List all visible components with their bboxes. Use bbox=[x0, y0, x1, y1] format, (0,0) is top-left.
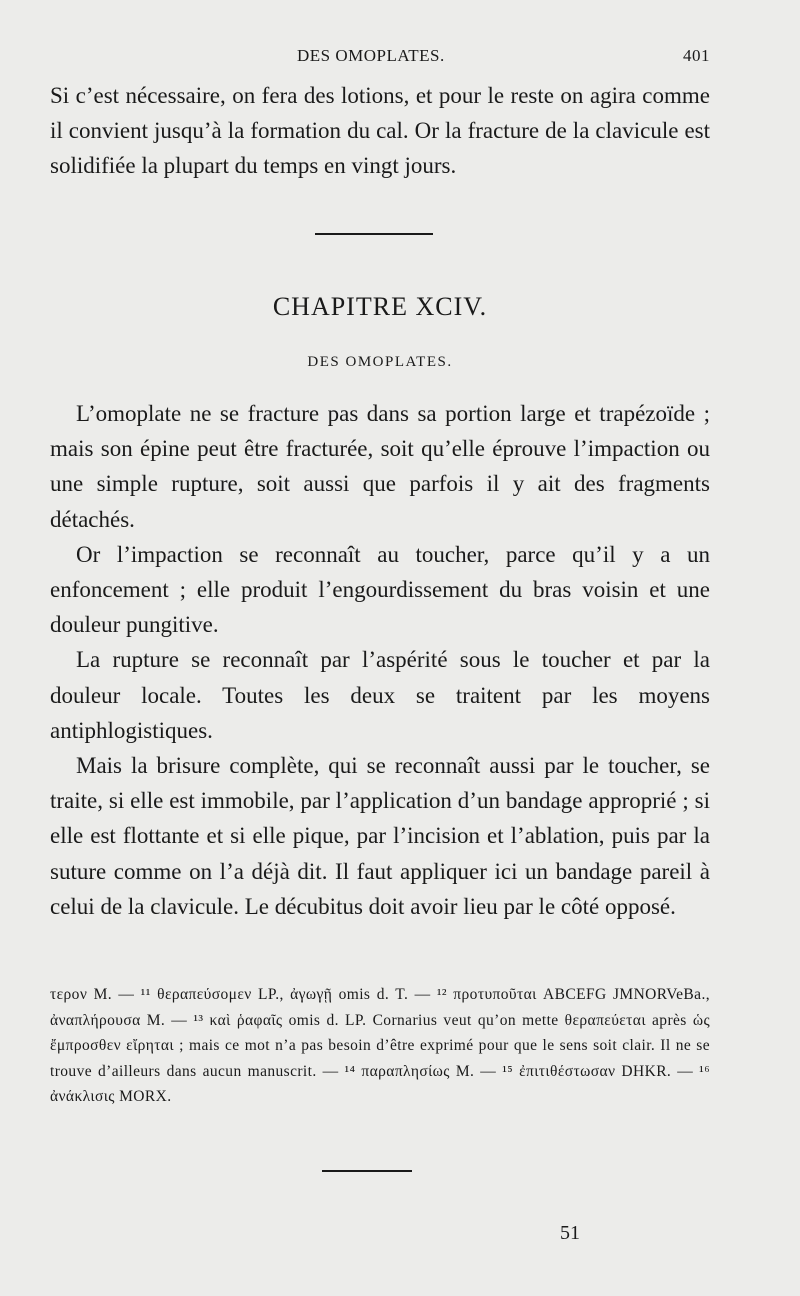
footer-rule bbox=[322, 1170, 412, 1172]
signature-mark: 51 bbox=[560, 1222, 580, 1244]
chapter-subtitle: DES OMOPLATES. bbox=[307, 354, 453, 370]
paragraph: Mais la brisure complète, qui se reconnaît aussi par le toucher, se traite, si elle est immobile, par l’application d’un bandage approprié ; si elle est flottante et si elle pique, par l’incision et l’ablation, puis par la suture comme on l’a déjà dit. Il faut appliquer ici un bandage pareil à celui de la clavicule. Le décubitus doit avoir lieu par le côté opposé. bbox=[50, 753, 710, 919]
paragraph: La rupture se reconnaît par l’aspérité sous le toucher et par la douleur locale. Toutes les deux se traitent par les moyens antiphlogistiques. bbox=[50, 647, 710, 743]
paragraph: Or l’impaction se reconnaît au toucher, parce qu’il y a un enfoncement ; elle produit l’engourdissement du bras voisin et une douleur pungitive. bbox=[50, 541, 710, 638]
footnotes: τερον M. — ¹¹ θεραπεύσομεν LP., ἀγωγῇ omis d. T. — ¹² προτυποῦται ABCEFG JMNORVeBa., ἀναπλήρουσα M. — ¹³ καὶ ῥαφαῖς omis d. LP. Cornarius veut qu’on mette θεραπεύεται après ὡς ἔμπροσθεν εἴρηται ; mais ce mot n’a pas besoin d’être exprimé pour que le sens soit clair. Il ne se trouve d’ailleurs dans aucun manuscrit. — ¹⁴ παραπλησίως M. — ¹⁵ ἐπιτιθέστωσαν DHKR. — ¹⁶ ἀνάκλισις MORX. bbox=[50, 986, 710, 1106]
running-title: DES OMOPLATES. bbox=[297, 46, 445, 65]
chapter-body bbox=[50, 396, 710, 924]
continuation-paragraph: Si c’est nécessaire, on fera des lotions, et pour le reste on agira comme il convient jusqu’à la formation du cal. Or la fracture de la clavicule est solidifiée la plupart du temps en vingt jours. bbox=[50, 83, 710, 179]
paragraph: L’omoplate ne se fracture pas dans sa portion large et trapézoïde ; mais son épine peut être fracturée, soit qu’elle éprouve l’impaction ou une simple rupture, soit aussi que parfois il y ait des fragments détachés. bbox=[50, 401, 710, 532]
section-rule bbox=[315, 233, 433, 235]
chapter-title: CHAPITRE XCIV. bbox=[272, 292, 488, 321]
page-number: 401 bbox=[683, 46, 710, 65]
